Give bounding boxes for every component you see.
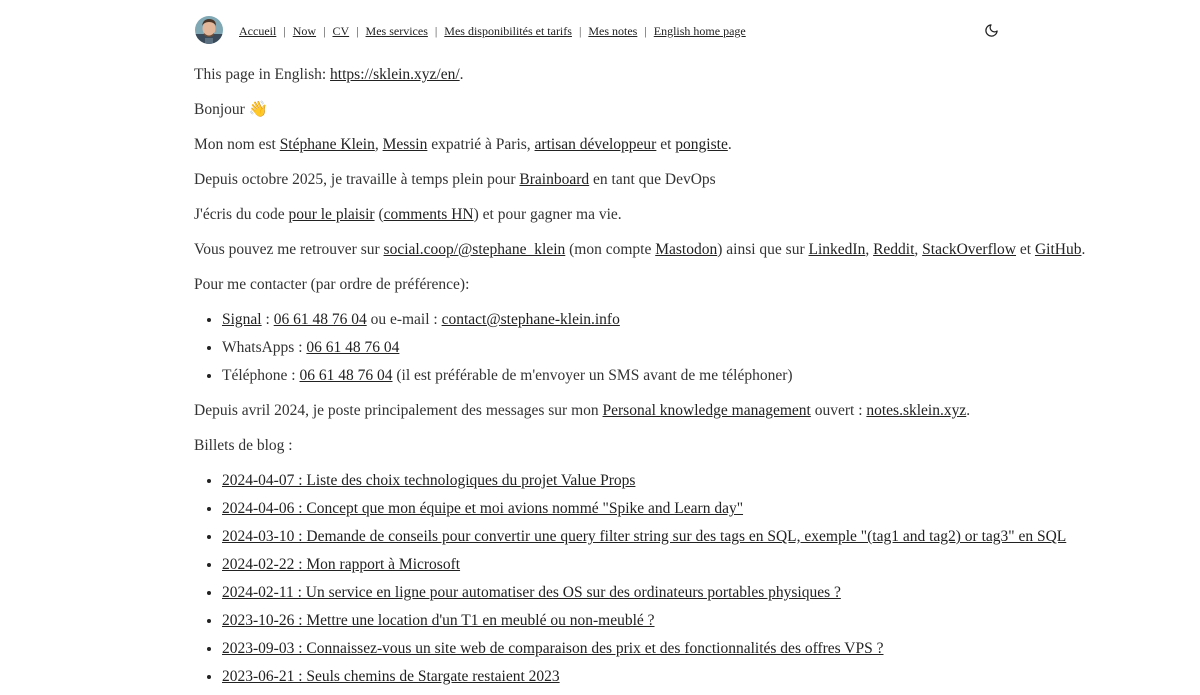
github-link[interactable]: GitHub: [1034, 241, 1082, 258]
blog-post-item: [222, 611, 1066, 639]
text: .: [727, 136, 732, 153]
nav-separator: |: [434, 23, 438, 38]
blog-post-link[interactable]: 2024-04-07 : Liste des choix technologiques du projet Value Props: [222, 472, 636, 489]
blog-heading: Billets de blog :: [194, 437, 293, 454]
site-header: [195, 14, 1001, 46]
contact-item-whatsapp: [222, 338, 793, 366]
blog-post-item: [222, 583, 1066, 611]
nav-separator: |: [356, 23, 359, 38]
avatar-image: [195, 16, 223, 44]
nav-separator: |: [644, 23, 647, 38]
blog-post-item: [222, 555, 1066, 583]
blog-post-item: [222, 527, 1066, 555]
text: ouvert :: [810, 402, 867, 419]
text: ,: [914, 241, 923, 258]
contact-heading: Pour me contacter (par ordre de préférence):: [194, 276, 470, 293]
text: ) ainsi que sur: [717, 241, 809, 258]
notes-site-link[interactable]: notes.sklein.xyz: [866, 402, 967, 419]
text: ) et pour gagner ma vie.: [473, 206, 622, 223]
pkm-link[interactable]: Personal knowledge management: [602, 402, 811, 419]
text: (il est préférable de m'envoyer un SMS avant de me téléphoner): [392, 367, 793, 384]
moon-icon: [984, 23, 999, 38]
signal-link[interactable]: Signal: [222, 311, 262, 328]
greeting: Bonjour 👋: [194, 101, 268, 118]
nav-link-now[interactable]: Now: [292, 23, 317, 38]
text: et: [1016, 241, 1035, 258]
blog-post-link[interactable]: 2024-02-22 : Mon rapport à Microsoft: [222, 556, 461, 573]
job-paragraph: [194, 170, 716, 190]
blog-post-item: [222, 471, 1066, 499]
plaisir-link[interactable]: pour le plaisir: [288, 206, 375, 223]
reddit-link[interactable]: Reddit: [873, 241, 915, 258]
nav-link-services[interactable]: Mes services: [365, 23, 428, 38]
text: Depuis octobre 2025, je travaille à temps plein pour: [194, 171, 520, 188]
nav-link-disponibilites[interactable]: Mes disponibilités et tarifs: [444, 23, 572, 38]
text: Téléphone :: [222, 367, 300, 384]
text: Mon nom est: [194, 136, 280, 153]
hn-comments-link[interactable]: comments HN: [383, 206, 474, 223]
contact-item-signal: [222, 310, 793, 338]
text: .: [459, 66, 464, 83]
text: (: [374, 206, 384, 223]
text: Vous pouvez me retrouver sur: [194, 241, 384, 258]
blog-post-item: [222, 639, 1066, 667]
mastodon-link[interactable]: Mastodon: [655, 241, 718, 258]
text: J'écris du code: [194, 206, 289, 223]
english-page-link[interactable]: https://sklein.xyz/en/: [330, 66, 460, 83]
main-nav: [239, 24, 746, 39]
text: WhatsApps :: [222, 339, 307, 356]
text: :: [261, 311, 274, 328]
telephone-link[interactable]: 06 61 48 76 04: [299, 367, 393, 384]
text: This page in English:: [194, 66, 331, 83]
nav-link-notes[interactable]: Mes notes: [588, 23, 638, 38]
text: Depuis avril 2024, je poste principalement des messages sur mon: [194, 402, 603, 419]
blog-post-list: [194, 471, 1066, 695]
name-link[interactable]: Stéphane Klein: [279, 136, 375, 153]
text: ,: [865, 241, 874, 258]
text: ,: [374, 136, 383, 153]
blog-post-link[interactable]: 2024-04-06 : Concept que mon équipe et moi avions nommé "Spike and Learn day": [222, 500, 744, 517]
social-paragraph: [194, 240, 1085, 260]
intro-paragraph: [194, 135, 732, 155]
blog-post-link[interactable]: 2023-06-21 : Seuls chemins de Stargate restaient 2023: [222, 668, 560, 685]
linkedin-link[interactable]: LinkedIn: [808, 241, 866, 258]
social-coop-link[interactable]: social.coop/@stephane_klein: [383, 241, 566, 258]
theme-toggle-button[interactable]: [981, 20, 1001, 40]
nav-separator: |: [283, 23, 286, 38]
nav-link-accueil[interactable]: Accueil: [239, 23, 277, 38]
text: et: [656, 136, 676, 153]
text: .: [1081, 241, 1086, 258]
messin-link[interactable]: Messin: [382, 136, 428, 153]
nav-link-cv[interactable]: CV: [332, 23, 350, 38]
contact-item-telephone: [222, 366, 793, 394]
blog-post-link[interactable]: 2023-09-03 : Connaissez-vous un site web de comparaison des prix et des fonctionnalités des offres VPS ?: [222, 640, 884, 657]
contact-list: [194, 310, 793, 394]
email-link[interactable]: contact@stephane-klein.info: [441, 311, 620, 328]
avatar[interactable]: [195, 16, 223, 44]
blog-post-link[interactable]: 2024-03-10 : Demande de conseils pour convertir une query filter string sur des tags en SQL, exemple "(tag1 and tag2) or tag3" en SQL: [222, 528, 1067, 545]
text: expatrié à Paris,: [427, 136, 535, 153]
whatsapp-phone-link[interactable]: 06 61 48 76 04: [306, 339, 400, 356]
blog-post-item: [222, 499, 1066, 527]
text: (mon compte: [565, 241, 656, 258]
pongiste-link[interactable]: pongiste: [675, 136, 728, 153]
text: ou e-mail :: [366, 311, 442, 328]
blog-post-item: [222, 667, 1066, 695]
english-version-paragraph: [194, 65, 464, 85]
blog-post-link[interactable]: 2023-10-26 : Mettre une location d'un T1 en meublé ou non-meublé ?: [222, 612, 655, 629]
blog-post-link[interactable]: 2024-02-11 : Un service en ligne pour automatiser des OS sur des ordinateurs portables physiques ?: [222, 584, 841, 601]
nav-link-english[interactable]: English home page: [653, 23, 746, 38]
artisan-link[interactable]: artisan développeur: [534, 136, 657, 153]
text: en tant que DevOps: [589, 171, 716, 188]
stackoverflow-link[interactable]: StackOverflow: [922, 241, 1017, 258]
text: .: [966, 402, 971, 419]
brainboard-link[interactable]: Brainboard: [519, 171, 590, 188]
code-paragraph: [194, 205, 622, 225]
nav-separator: |: [578, 23, 582, 38]
pkm-paragraph: [194, 401, 970, 421]
signal-phone-link[interactable]: 06 61 48 76 04: [273, 311, 367, 328]
nav-separator: |: [323, 23, 326, 38]
